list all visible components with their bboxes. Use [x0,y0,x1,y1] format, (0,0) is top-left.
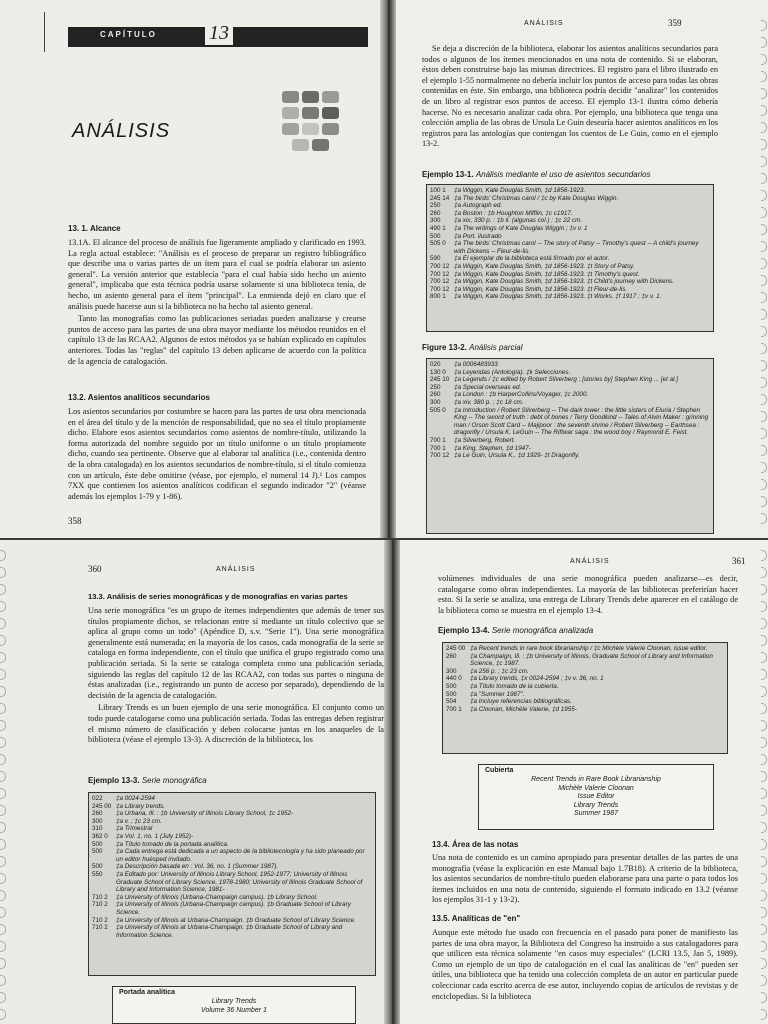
marc-field [430,210,710,218]
marc-subfields: ‡a University of Illinois (Urbana-Champaign campus). ‡b Library School. [116,893,318,901]
marc-tag: 505 0 [430,240,446,248]
binder-ring [0,601,6,612]
paragraph: Se deja a discreción de la biblioteca, elaborar los asientos analíticos secundarios para todos o algunos de los ítemes mencionados en una nota de contenido. Si se elaboran, éstos deben construirse bajo las mismas directrices. El registro para el libro ilustrado en el ejemplo 1-55 normalmente no debería incluir los puntos de acceso para todas las obras contenidas en éste. Sin embargo, una biblioteca podría decidir "analizar" los contenidos de un libro al registrar esos puntos de acceso. El ejemplo 13-1 ilustra cómo debería hacerse. No es necesario analizar cada obra. Por ejemplo, una biblioteca que tenga una colección amplia de las obras de Ursula Le Guin desearía hacer asientos analíticos en los registros para las antologías que contengan los cuentos de Le Guin, como en el ejemplo 13-2. [422,44,718,149]
marc-subfields: ‡a Boston : ‡b Houghton Mifflin, ‡c c1917. [454,209,573,217]
binder-ring [761,343,767,354]
marc-tag: 700 1 [430,436,446,444]
binder-ring [761,737,767,748]
binder-ring [761,292,767,303]
marc-tag: 362 0 [92,832,108,840]
binder-ring [761,105,767,116]
binder-ring [761,975,767,986]
marc-tag: 022 [92,795,103,802]
binder-ring [0,788,6,799]
binder-ring [0,992,6,1003]
binder-ring [761,720,767,731]
marc-subfields: ‡a El ejemplar de la biblioteca está firmado por el autor. [454,255,610,263]
marc-subfields: ‡a "Summer 1987". [470,690,525,698]
binder-ring [761,122,767,133]
marc-subfields: ‡a xiv, 380 p. ; ‡c 18 cm. [454,398,524,406]
marc-field [430,452,710,460]
binder-ring [761,513,767,524]
marc-tag: 505 0 [430,406,446,414]
binder-ring [0,618,6,629]
marc-subfields: ‡a Descripción basada en : Vol. 36, no. 1 (Summer 1987). [116,863,279,871]
example-caption: Serie monográfica [141,776,207,785]
marc-tag: 020 [430,361,441,368]
marc-tag: 504 [446,698,457,706]
title-page-box [112,986,356,1024]
binder-ring [0,652,6,663]
section-13-3-title: 13.3. Análisis de series monográficas y de monografías en varias partes [88,592,348,601]
binder-ring [0,754,6,765]
binder-ring [761,241,767,252]
binder-ring [761,958,767,969]
marc-subfields: ‡a Wiggin, Kate Douglas Smith, ‡d 1856-1923. [454,187,586,194]
marc-tag: 300 [430,217,441,225]
binder-ring [761,924,767,935]
binder-ring [0,856,6,867]
marc-tag: 700 1 [430,444,446,452]
binder-ring [0,635,6,646]
binder-ring [761,941,767,952]
binder-ring [0,720,6,731]
paragraph: volúmenes individuales de una serie monográfica pueden analizarse—es decir, catalogarse como obras independientes. La mayoría de las bibliotecas preferirían hacer esto. Si la serie se analiza, una entrega de Library Trends debe aparecer en el catálogo de la biblioteca como se muestra en el ejemplo 13-4. [438,574,738,615]
marc-subfields: ‡a Wiggin, Kate Douglas Smith, ‡d 1856-1923. ‡t Fleur-de-lis. [454,285,628,293]
marc-field [430,217,710,225]
marc-field [92,901,372,916]
binder-ring [761,428,767,439]
marc-field [430,369,710,377]
marc-record-13-3 [88,792,376,976]
marc-tag: 260 [430,391,441,399]
binder-ring [0,975,6,986]
marc-subfields: ‡a Champaign, Ill. : ‡b University of Illinois, Graduate School of Library and Information Science, ‡c 1987. [470,652,713,668]
binder-ring [761,754,767,765]
marc-subfields: ‡a xix, 330 p. : ‡b il. (algunas col.) ; ‡c 22 cm. [454,217,583,225]
marc-tag: 800 1 [430,293,446,301]
marc-subfields: ‡a Cada entrega está dedicada a un aspecto de la bibliotecología y ha sido planeado por un editor huésped invitado. [116,848,365,863]
marc-tag: 550 [92,870,103,878]
section-13-2-body [68,407,366,504]
marc-subfields: ‡a The birds' Christmas carol -- The story of Patsy -- Timothy's quest -- A child's journey with Dickens -- Fleur-de-lis. [454,240,699,255]
paragraph: Una serie monográfica "es un grupo de ítemes independientes que además de tener sus títulos propiamente dichos, se relacionan entre sí mediante un título colectivo que se aplica al grupo como un todo" (Apéndice D, s.v. "Serie 1"). Una serie monográfica generalmente está numerada; en la mayoría de los casos, cada monografía de la serie se cataloga en forma independiente, con el título que unifica el grupo registrado como una publicación seriada. Si la serie se cataloga completa como una publicación seriada, siguiendo las reglas del capítulo 12 de las RCAA2, con todas sus partes o ninguna de éstas analizadas (i.e., registrando un punto de acceso por separado), dependiendo de la decisión de la agencia de catalogación. [88,606,384,700]
binder-ring [0,703,6,714]
marc-tag: 130 0 [430,368,446,376]
binder-ring [761,377,767,388]
marc-subfields: ‡a The writings of Kate Douglas Wiggin ; ‡v v. 1 [454,224,588,232]
marc-subfields: ‡a Wiggin, Kate Douglas Smith, ‡d 1856-1923. ‡t Works. ‡f 1917 ; ‡v v. 1. [454,293,662,301]
binder-rings [761,550,768,1020]
binder-ring [761,496,767,507]
marc-subfields: ‡a University of Illinois (Urbana-Champaign campus). ‡b Graduate School of Library Science. [116,901,351,916]
page-number: 360 [88,564,102,574]
box-line: Library Trends [573,801,619,809]
example-13-3-label [88,776,207,785]
marc-tag: 500 [430,232,441,240]
marc-subfields: ‡a Library trends. [116,802,166,810]
page-360 [0,540,392,1024]
marc-tag: 250 [430,202,441,210]
marc-field [446,683,724,691]
box-line: Issue Editor [577,793,615,801]
marc-subfields: ‡a 256 p. ; ‡c 23 cm. [470,667,529,675]
binder-ring [0,771,6,782]
section-13-2-title: 13.2. Asientos analíticos secundarios [68,393,210,402]
binder-ring [0,737,6,748]
paragraph: Tanto las monografías como las publicaciones seriadas pueden analizarse y crearse puntos de acceso para las partes de una obra mayor mediante los métodos reunidos en el capítulo 13 de las RCAA2. Algunos de estos métodos ya se habían explicado en capítulos anteriores. Todas las "reglas" del capítulo 13 deben aplicarse de acuerdo con la política de la agencia de catalogación. [68,314,366,366]
binder-ring [0,805,6,816]
binder-ring [0,873,6,884]
chapter-decoration [282,87,348,159]
chapter-title: ANÁLISIS [72,120,171,142]
marc-tag: 500 [446,690,457,698]
binder-ring [761,992,767,1003]
marc-subfields: ‡a Título tomado de la cubierta. [470,682,559,690]
marc-tag: 245 10 [430,376,450,384]
binder-ring [761,139,767,150]
marc-tag: 300 [92,817,103,825]
binder-ring [761,326,767,337]
binder-ring [761,805,767,816]
marc-tag: 500 [92,840,103,848]
marc-field [446,668,724,676]
binder-ring [761,275,767,286]
example-caption: Serie monográfica analizada [491,626,594,635]
example-number: Ejemplo 13-4. [438,626,490,635]
marc-subfields: ‡a Incluye referencias bibliográficas. [470,698,572,706]
page-number: 361 [732,556,746,566]
marc-subfields: ‡a Autograph ed. [454,202,503,210]
marc-subfields: ‡a Legends / ‡c edited by Robert Silverberg ; [stories by] Stephen King ... [et al.] [454,376,679,384]
binder-ring [761,788,767,799]
marc-field [430,445,710,453]
marc-field [92,848,372,863]
marc-field [430,255,710,263]
marc-tag: 500 [92,848,103,856]
marc-field [430,376,710,384]
chapter-label: CAPÍTULO [100,30,157,39]
binder-ring [761,1009,767,1020]
page-361 [392,540,768,1024]
marc-tag: 245 00 [446,645,466,652]
marc-record-13-2 [426,358,714,534]
marc-tag: 710 2 [92,893,108,901]
marc-subfields: ‡a King, Stephen, ‡d 1947- [454,444,531,452]
binder-ring [761,907,767,918]
marc-subfields: ‡a University of Illinois at Urbana-Champaign. ‡b Graduate School of Library Science. [116,916,356,924]
binder-ring [761,567,767,578]
marc-tag: 260 [92,810,103,818]
marc-field [92,825,372,833]
marc-field [446,698,724,706]
section-13-3-body [88,606,384,748]
binder-ring [761,703,767,714]
marc-record-13-4 [442,642,728,754]
marc-field [430,271,710,279]
binder-ring [761,652,767,663]
section-13-4-body [432,853,738,908]
marc-tag: 310 [92,825,103,833]
marc-subfields: ‡a Cloonan, Michèle Valerie, ‡d 1955- [470,705,577,713]
marc-tag: 500 [92,863,103,871]
marc-subfields: ‡a Wiggin, Kate Douglas Smith, ‡d 1856-1923. ‡t Child's journey with Dickens. [454,278,674,286]
binder-ring [761,156,767,167]
binder-ring [761,839,767,850]
binder-ring [761,635,767,646]
section-13-1-title: 13. 1. Alcance [68,224,121,233]
binder-ring [0,686,6,697]
binder-ring [761,207,767,218]
marc-subfields: ‡a Trimestral [116,825,153,833]
binder-ring [761,309,767,320]
box-line: Summer 1987 [574,810,618,818]
marc-field [430,286,710,294]
marc-tag: 300 [446,667,457,675]
paragraph: Una nota de contenido es un camino apropiado para presentar detalles de las partes de una monografía (véase la explicación en este Manual bajo 1.7B18). A criterio de la biblioteca, los asientos secundarios de nombre-título pueden elaborarse para una parte o para todos los ítemes incluidos en una nota de contenido, siguiendo el formato indicado en 13.2 (véanse los ejemplos 31-1 y 13-2). [432,853,738,905]
book-gutter [380,0,396,538]
binder-ring [0,839,6,850]
marc-tag: 700 12 [430,270,450,278]
section-13-5-body [432,928,738,1004]
marc-tag: 700 12 [430,452,450,460]
crop-mark [44,12,45,52]
marc-tag: 260 [430,209,441,217]
binder-ring [761,479,767,490]
marc-tag: 245 14 [430,194,450,202]
chapter-number: 13 [205,22,233,45]
page-number: 359 [668,18,682,28]
marc-field [446,691,724,699]
marc-subfields: ‡a Wiggin, Kate Douglas Smith, ‡d 1856-1923. ‡t Timothy's quest. [454,270,640,278]
marc-tag: 710 2 [92,924,108,932]
binder-ring [761,360,767,371]
marc-subfields: ‡a Introduction / Robert Silverberg -- The dark tower : the little sisters of Eluria / Stephen King -- The sword of truth : debt of bones / Terry Goodkind -- Tales of Alvin Maker : grinning man / Orson Scott Card -- Majipoor : the seventh shrine / Robert Silverberg -- Earthsea : dragonfly / Ursula K. LeGuin -- The Riftwar saga : the wood boy / Raymond E. Feist. [454,406,709,437]
marc-field [92,803,372,811]
marc-subfields: ‡a London : ‡b HarperCollins/Voyager, ‡c 2000. [454,391,589,399]
marc-field [430,263,710,271]
example-number: Figure 13-2. [422,343,467,352]
paragraph: Aunque este método fue usado con frecuencia en el pasado para poner de manifiesto las partes de una obra mayor, la Biblioteca del Congreso ha instruido a sus catalogadores para que utilicen esta técnica solamente "en casos muy especiales" (LCRI 13.5, Jan 5, 1989). Como un ejemplo de un tipo de catalogación en el cual las analíticas de "en" pueden ser útiles, una biblioteca que ha tenido una colección completa de un autor en particular puede coleccionar cada escrito acerca de ese autor, incluyendo copias de artículos de revistas y de enciclopedias. Si la biblioteca [432,928,738,1001]
marc-field [92,871,372,894]
paragraph: 13.1A. El alcance del proceso de análisis fue ligeramente ampliado y clarificado en 1993. La regla actual establece: "Análisis es el proceso de preparar un registro bibliográfico que describe una o varias partes de un ítem para el cual se podría elaborar un asiento general". La versión anterior que establecía "para el cual había sido hecho un asiento general", implicaba que esta técnica podría usarse solamente si una biblioteca tenía, de hecho, un asiento general para el ítem "principal". La enmienda dejó en claro que el análisis puede hacerse aun si la biblioteca no ha hecho tal asiento general. [68,238,366,311]
binder-ring [0,584,6,595]
binder-ring [761,54,767,65]
binder-ring [761,462,767,473]
marc-field [430,233,710,241]
marc-field [430,384,710,392]
binder-ring [761,394,767,405]
marc-field [430,361,710,369]
marc-tag: 700 12 [430,278,450,286]
marc-tag: 710 2 [92,901,108,909]
binder-ring [761,20,767,31]
marc-subfields: ‡a University of Illinois at Urbana-Champaign. ‡b Graduate School of Library and Information Science. [116,924,343,939]
marc-subfields: ‡a Vol. 1, no. 1 (July 1952)- [116,832,194,840]
running-head: ANÁLISIS [570,558,610,565]
marc-field [430,195,710,203]
page-359 [392,0,768,538]
binder-ring [0,1009,6,1020]
marc-subfields: ‡a Wiggin, Kate Douglas Smith, ‡d 1856-1923. ‡t Story of Patsy. [454,262,635,270]
marc-tag: 700 12 [430,285,450,293]
marc-field [430,293,710,301]
marc-field [92,841,372,849]
box-line: Michèle Valerie Cloonan [558,784,634,792]
marc-field [92,894,372,902]
binder-ring [761,584,767,595]
marc-subfields: ‡a Urbana, Ill. : ‡b University of Illinois Library School, ‡c 1952- [116,810,294,818]
box-title: Portada analítica [119,989,176,996]
running-head: ANÁLISIS [216,566,256,573]
marc-subfields: ‡a Título tomado de la portada analítica. [116,840,229,848]
intro-text [422,44,718,152]
marc-subfields: ‡a 0006483933 [454,361,498,368]
binder-ring [761,618,767,629]
marc-field [430,202,710,210]
marc-field [430,278,710,286]
marc-tag: 590 [430,255,441,263]
marc-tag: 710 2 [92,916,108,924]
marc-tag: 100 1 [430,187,446,194]
section-13-4-title: 13.4. Área de las notas [432,840,519,849]
marc-field [446,653,724,668]
example-13-2-label [422,343,523,352]
paragraph: Los asientos secundarios por costumbre se hacen para las partes de una obra mencionada en el área del título y de la mención de responsabilidad, que no sea el título propiamente dicho. Elabore esos asientos secundarios como asientos de nombre-título, utilizando la forma autorizada del nombre seguido por un título uniforme o un título propiamente dicho, cuando sea pertinente. Observe que al elaborar tal analítica (i.e., contenida dentro de la obra catalogada) en los asientos secundarios de nombre-título, si el título comienza con un artículo, éste debe omitirse (véase, por ejemplo, el numeral 14 J).¹ Los campos 7XX que contienen los asientos analíticos codifican el segundo indicador "2" (véanse además los ejemplos 1-79 y 1-86). [68,407,366,501]
binder-ring [761,873,767,884]
marc-tag: 245 00 [92,802,112,810]
marc-subfields: ‡a Editado por: University of Illinois Library School, 1952-1977; University of Illinois Graduate School of Library Science, 1978-1980; University of Illinois Graduate School of Library and Information Science, 1981- [116,870,363,894]
binder-ring [0,907,6,918]
marc-field [430,407,710,437]
example-number: Ejemplo 13-1. [422,170,474,179]
marc-field [430,225,710,233]
example-caption: Análisis parcial [469,343,523,352]
marc-tag: 490 1 [430,224,446,232]
marc-field [92,917,372,925]
example-caption: Análisis mediante el uso de asientos secundarios [475,170,651,179]
box-line: Recent Trends in Rare Book Librarianship [531,776,661,783]
page-number: 358 [68,516,82,526]
marc-field [92,863,372,871]
book-gutter [384,540,400,1024]
marc-tag: 500 [446,682,457,690]
marc-tag: 250 [430,383,441,391]
marc-field [446,706,724,714]
binder-ring [761,190,767,201]
marc-field [430,399,710,407]
binder-ring [0,890,6,901]
marc-subfields: ‡a The birds' Christmas carol / ‡c by Kate Douglas Wiggin. [454,194,619,202]
binder-ring [0,550,6,561]
binder-rings [761,20,768,520]
example-13-1-label [422,170,651,179]
box-title: Cubierta [485,767,514,774]
marc-field [92,810,372,818]
binder-ring [761,890,767,901]
paragraph: Library Trends es un buen ejemplo de una serie monográfica. El conjunto como un todo puede catalogarse como una publicación seriada. Todas las entregas deben registrar el mismo número de clasificación y deben colocarse juntas en los anaqueles de la biblioteca (véase el ejemplo 13-3). A discreción de la biblioteca, los [88,703,384,745]
marc-field [430,391,710,399]
binder-ring [0,924,6,935]
marc-field [446,675,724,683]
binder-ring [761,88,767,99]
cover-box [478,764,714,830]
marc-tag: 700 1 [446,705,462,713]
running-head: ANÁLISIS [524,20,564,27]
marc-field [92,833,372,841]
marc-record-13-1 [426,184,714,332]
marc-subfields: ‡a Le Guin, Ursula K., ‡d 1929- ‡t Dragonfly. [454,452,580,460]
marc-subfields: ‡a v. ; ‡c 23 cm. [116,817,162,825]
binder-ring [761,601,767,612]
marc-tag: 700 12 [430,262,450,270]
page-358 [0,0,392,538]
marc-field [92,795,372,803]
box-line: Volume 36 Number 1 [201,1006,267,1014]
binder-ring [0,822,6,833]
marc-subfields: ‡a Silverberg, Robert. [454,436,516,444]
marc-field [430,240,710,255]
marc-subfields: ‡a 0024-2594 [116,795,155,802]
binder-ring [0,958,6,969]
binder-ring [761,37,767,48]
marc-field [430,187,710,195]
marc-subfields: ‡a Port. ilustrado [454,232,502,240]
binder-ring [761,550,767,561]
example-13-4-label [438,626,593,635]
binder-ring [761,771,767,782]
marc-field [92,818,372,826]
binder-ring [761,822,767,833]
marc-subfields: ‡a Library trends, ‡x 0024-2594 ; ‡v v. 36, no. 1 [470,675,604,683]
marc-tag: 260 [446,652,457,660]
marc-tag: 440 0 [446,675,462,683]
binder-ring [0,567,6,578]
marc-field [92,924,372,939]
binder-ring [0,669,6,680]
box-line: Library Trends [211,998,257,1005]
binder-ring [761,173,767,184]
section-13-1-body [68,238,366,369]
binder-rings-left [0,550,7,1020]
binder-ring [761,445,767,456]
binder-ring [761,258,767,269]
marc-field [430,437,710,445]
section-13-5-title: 13.5. Analíticas de "en" [432,914,521,923]
binder-ring [761,71,767,82]
binder-ring [761,686,767,697]
binder-ring [0,941,6,952]
binder-ring [761,856,767,867]
binder-ring [761,669,767,680]
example-number: Ejemplo 13-3. [88,776,140,785]
continuation-text [438,574,738,618]
marc-subfields: ‡a Recent trends in rare book librarianship / ‡c Michèle Valerie Cloonan, issue editor. [470,645,708,652]
marc-subfields: ‡a Special overseas ed. [454,383,522,391]
marc-tag: 300 [430,398,441,406]
marc-subfields: ‡a Leyendas (Antología). ‡k Selecciones. [454,368,571,376]
marc-field [446,645,724,653]
binder-ring [761,411,767,422]
binder-ring [761,224,767,235]
